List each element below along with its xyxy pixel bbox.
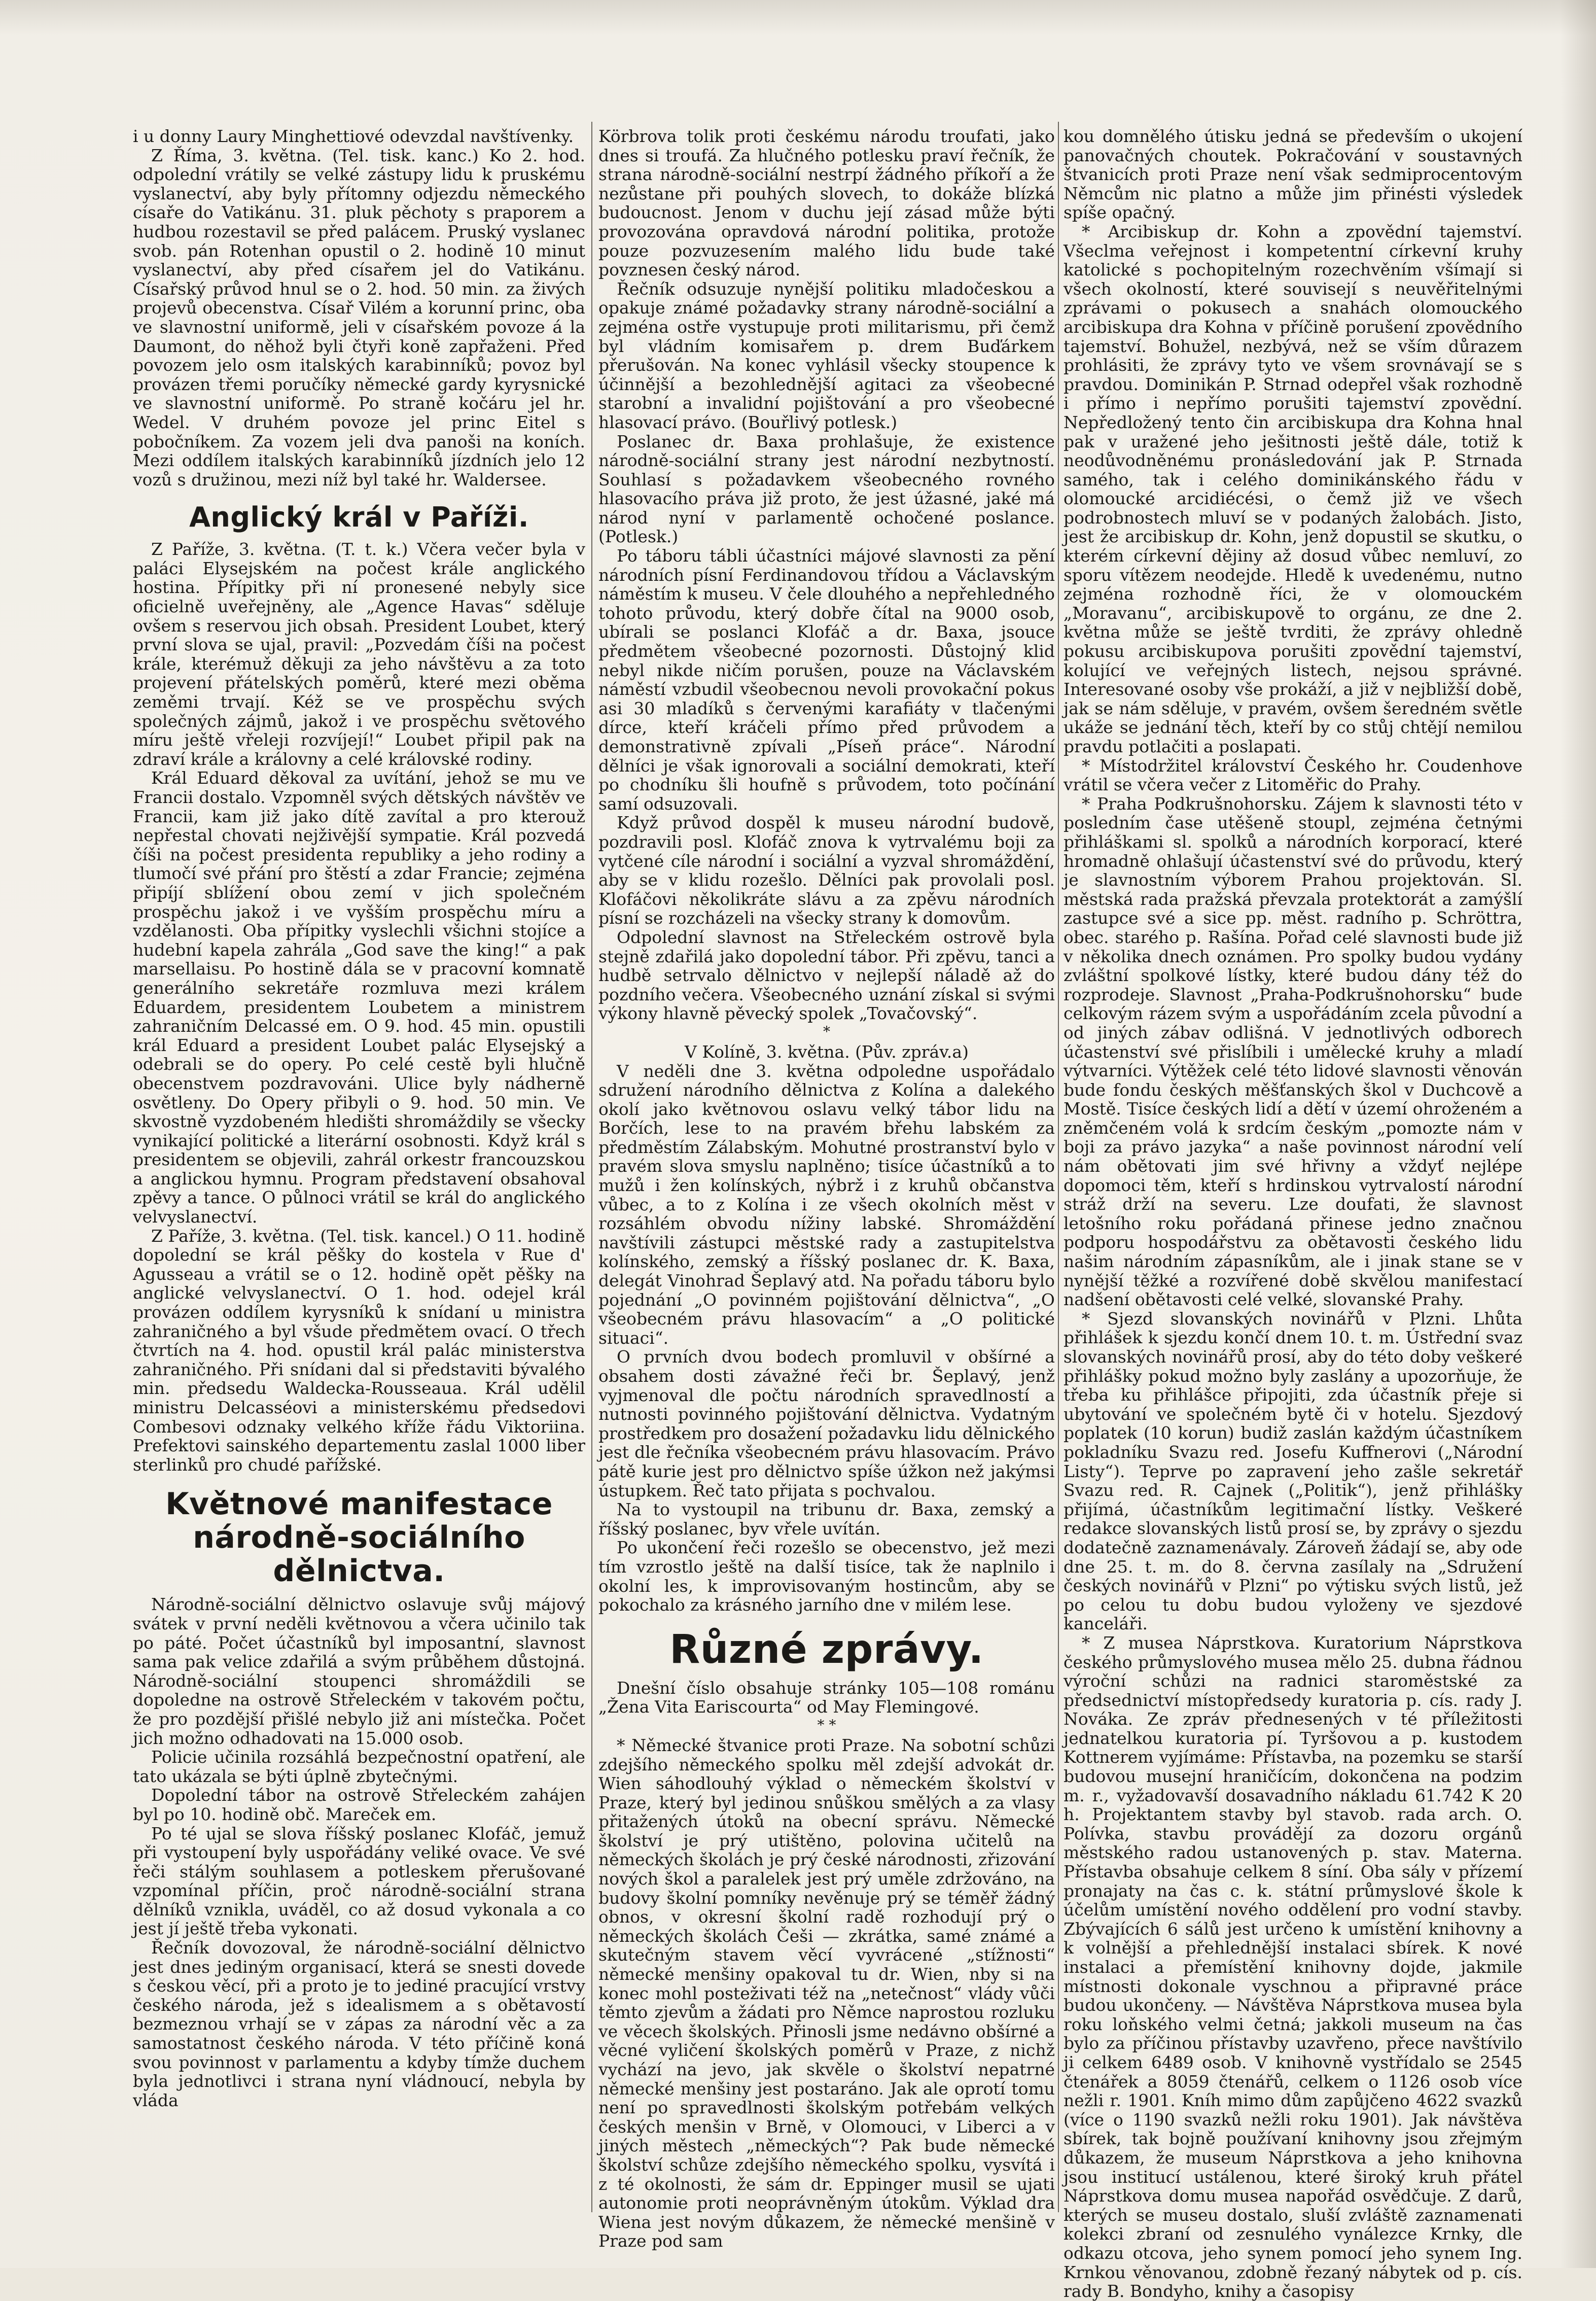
article-paragraph: i u donny Laury Minghettiové odevzdal navštívenky. — [133, 126, 574, 146]
article-paragraph: Z Paříže, 3. května. (Tel. tisk. kancel.) O 11. hodině dopolední se král pěšky do kostela v Rue d' Agusseau a vrátil se o 12. hodině opět pěšky na anglické velvyslanectví. O 1. hod. odejel král provázen oddílem kyrysníků k snídaní u ministra zahraničného a byl všude předmětem ovací. O třech čtvrtích na 4. hod. opustil král palác ministerstva zahraničného. Při snídani dal si představiti bývalého min. předsedu Waldecka-Rousseaua. Král udělil ministru Delcasséovi a ministerskému předsedovi Combesovi odznaky velkého kříže řádu Viktoriina. Prefektovi sainského departementu zaslal 1000 liber sterlinků pro chudé pařížské. — [133, 1226, 585, 1475]
article-paragraph: * Z musea Náprstkova. Kuratorium Náprstkova českého průmyslového musea mělo 25. dubna řádnou výroční schůzi na radnici staroměstské za předsednictví místopředsedy kuratoria p. cís. rady J. Nováka. Ze zpráv přednesených v té příležitosti jednatelkou kuratoria pí. Tyršovou a p. kustodem Kottnerem vyjímáme: Přístavba, na pozemku se starší budovou musejní hraničícím, dokončena na podzim m. r., vyžadovavší dosavadního nákladu 61.742 K 20 h. Projektantem stavby byl stavob. rada arch. O. Polívka, stavbu provádějí za dozoru orgánů městského radou ustanovených p. stav. Materna. Přístavba obsahuje celkem 8 síní. Oba sály v přízemí pronajaty na čas c. k. státní průmyslové škole k účelům umístění nového oddělení pro vodní stavby. Zbývajících 6 sálů jest určeno k umístění knihovny a k volnější a přehlednější instalaci sbírek. K nové instalaci a přemístění knihovny dojde, jakmile místnosti dokonale vyschnou a připravné práce budou ukončeny. — Návštěva Náprstkova musea byla roku loňského velmi četná; jakkoli museum na čas bylo za příčinou přístavby uzavřeno, přece navštívilo ji celkem 6489 osob. V knihovně vystřídalo se 2545 čtenářek a 8059 čtenářů, celkem o 1126 osob více nežli r. 1901. Kníh mimo dům zapůjčeno 4622 svazků (více o 1190 svazků nežli roku 1901). Jak návštěva sbírek, tak bojně používaní knihovny jsou zřejmým důkazem, že museum Náprstkova a jeho knihovna jsou institucí ustálenou, které široký kruh přátel Náprstkova domu musea napořád osvědčuje. Z darů, kterých se museu dostalo, sluší zvláště zaznamenati kolekci zbraní od zesnulého vynálezce Krnky, dle odkazu otcova, jeho synem pomocí jeho synem Ing. Krnkou věnovanou, zdobně řezaný nábytek od p. cís. rady B. Bondyho, knihy a časopisy — [1063, 1632, 1522, 2301]
article-paragraph: Na to vystoupil na tribunu dr. Baxa, zemský a říšský poslanec, byv vřele uvítán. — [598, 1500, 1055, 1539]
article-paragraph: Národně-sociální dělnictvo oslavuje svůj májový svátek v první neděli květnovou a včera učinilo tak po páté. Počet účastníků byl imposantní, slavnost sama pak velice zdařilá a svým průběhem důstojná. Národně-sociální stoupenci shromáždili se dopoledne na ostrově Střeleckém v takovém počtu, že pro pozdější přišlé nebylo již ani místečka. Počet jich možno odhadovati na 15.000 osob. — [133, 1594, 585, 1748]
article-paragraph: Po ukončení řeči rozešlo se obecenstvo, jež mezi tím vzrostlo ještě na další tisíce, tak že naplnilo i okolní les, k improvisovaným hostincům, aby se pokochalo za krásného jarního dne v milém lese. — [598, 1538, 1055, 1615]
section-separator: * — [823, 1023, 830, 1040]
article-paragraph: Dopolední tábor na ostrově Střeleckém zahájen byl po 10. hodině obč. Mareček em. — [133, 1785, 585, 1824]
article-paragraph: Odpolední slavnost na Střeleckém ostrově byla stejně zdařilá jako dopolední tábor. Při zpěvu, tanci a hudbě setrvalo dělnictvo v nejlepší náladě až do pozdního večera. Všeobecného uznání získal si svými výkony hlavně pěvecký spolek „Tovačovský“. — [598, 927, 1055, 1024]
article-paragraph: V neděli dne 3. května odpoledne uspořádalo sdružení národního dělnictva z Kolína a dalekého okolí jako květnovou oslavu velký tábor lidu na Borčích, lese to na pravém břehu labském za předměstím Zálabským. Mohutné prostranství bylo v pravém slova smyslu naplněno; tisíce účastníků a to mužů i žen kolínských, nýbrž i z kruhů občanstva vůbec, a to z Kolína i ze všech okolních měst v rozsáhlém obvodu nížiny labské. Shromáždění navštívili zástupci městské rady a zastupitelstva kolínského, zemský a říšský poslanec dr. K. Baxa, delegát Vinohrad Šeplavý atd. Na pořadu táboru bylo pojednání „O povinném pojištování dělnictva“, „O všeobecném právu hlasovacím“ a „O politické situaci“. — [598, 1061, 1055, 1348]
column-divider — [1058, 122, 1059, 2212]
article-paragraph: Řečník odsuzuje nynější politiku mladočeskou a opakuje známé požadavky strany národně-sociální a zejména ostře vystupuje proti militarismu, při čemž byl vládním komisařem p. drem Buďárkem přerušován. Na konec vyhlásil všecky stoupence k účinnější a bezohlednější agitaci za všeobecné starobní a invalidní pojištování a pro všeobecné hlasovací právo. (Bouřlivý potlesk.) — [598, 278, 1055, 432]
column-middle — [598, 126, 1055, 2251]
article-paragraph: Po táboru tábli účastníci májové slavnosti za pění národních písní Ferdinandovou třídou a Václavským náměstím k museu. V čele dlouhého a nepřehledného tohoto průvodu, který dobře čítal na 9000 osob, ubírali se poslanci Klofáč a dr. Baxa, jsouce předmětem všeobecné pozornosti. Důstojný klid nebyl nikde ničím porušen, pouze na Václavském náměstí vzbudil všeobecnou nevoli provokační pokus asi 30 mladíků s červenými karafiáty v tlačenými dírce, kteří kráčeli přímo před průvodem a demonstrativně zpívali „Píseň práce“. Národní dělníci je však ignorovali a sociální demokrati, kteří po chodníku šli houfně s průvodem, toto počínání samí odsuzovali. — [598, 546, 1055, 814]
article-paragraph: * Německé štvanice proti Praze. Na sobotní schůzi zdejšího německého spolku měl zdejší advokát dr. Wien sáhodlouhý výklad o německém školství v Praze, který byl jedinou snůškou smělých a za vlasy přitažených útoků na obecní správu. Německé školství je prý utištěno, polovina učitelů na německých školách je prý české národnosti, zřizování nových škol a paralelek jest prý uměle zdržováno, na budovy školní pomníky nevěnuje prý se téměř žádný obnos, v okresní školní radě rozhodují prý o německých školách Češi — zkrátka, samé známé a skutečným stavem věcí vyvrácené „stížnosti“ německé menšiny opakoval tu dr. Wien, nby si na konec mohl posteživati též na „netečnost“ vlády vůči těmto zjevům a žádati pro Němce naprostou rozluku ve věcech školských. Přinosli jsme nedávno obšírné a věcné vyličení školských poměrů v Praze, z nichž vychází na jevo, jak skvěle o školství nepatrné německé menšiny jest postaráno. Jak ale oprotí tomu není po spravedlnosti školským potřebám velkých českých menšin v Brně, v Olomouci, v Liberci a v jiných městech „německých“? Pak bude německé školství schůze zdejšího německého spolku, vysvítá i z té okolnosti, že sám dr. Eppinger musil se ujati autonomie proti neoprávněným útokům. Výklad dra Wiena jest novým důkazem, že německé menšině v Praze pod sam — [598, 1735, 1055, 2251]
column-right — [1063, 126, 1522, 2301]
article-paragraph: Řečník dovozoval, že národně-sociální dělnictvo jest dnes jediným organisací, která se snesti dovede s českou věcí, při a proto je to jediné pracující vrstvy českého národa, jež s idealismem a s obětavostí bezmeznou vrhají se v zápas za národní věc a za samostatnost českého národa. V této příčině koná svou povinnost v parlamentu a kdyby tímže duchem byla jednotlivci i strana nyní vládnoucí, nebyla by vláda — [133, 1938, 585, 2110]
column-divider — [591, 122, 592, 2212]
dateline: V Kolíně, 3. května. (Pův. zpráv.a) — [685, 1041, 969, 1062]
article-paragraph: * Místodržitel království Českého hr. Coudenhove vrátil se včera večer z Litoměřic do Prahy. — [1063, 755, 1522, 795]
article-paragraph: Dnešní číslo obsahuje stránky 105—108 románu „Žena Vita Eariscourta“ od May Flemingové. — [598, 1678, 1055, 1717]
article-paragraph: Z Říma, 3. května. (Tel. tisk. kanc.) Ko 2. hod. odpolední vrátily se velké zástupy lidu k pruskému vyslanectví, aby byly přítomny odjezdu německého císaře do Vatikánu. 31. pluk pěchoty s praporem a hudbou rozestavil se před palácem. Pruský vyslanec svob. pán Rotenhan opustil o 2. hodině 10 minut vyslanectví, aby před císařem jel do Vatikánu. Císařský průvod hnul se o 2. hod. 50 min. za živých projevů obecenstva. Císař Vilém a korunní princ, oba ve slavnostní uniformě, jeli v císařském povoze á la Daumont, do něhož byli čtyři koně zapřaženi. Před povozem jelo osm italských karabinníků; povoz byl provázen třemi poručíky německé gardy kyrysnické ve slavnostní uniformě. Po straně kočáru jel hr. Wedel. V druhém povoze jel princ Eitel s pobočníkem. Za vozem jeli dva panoši na koních. Mezi oddílem italských karabinníků jízdních jelo 12 vozů s družinou, mezi níž byl také hr. Waldersee. — [133, 145, 585, 490]
article-paragraph: Z Paříže, 3. května. (T. t. k.) Včera večer byla v paláci Elysejském na počest krále anglického hostina. Přípitky při ní pronesené nebyly sice oficielně uveřejněny, ale „Agence Havas“ sděluje ovšem s reservou jich obsah. President Loubet, který první slova se ujal, pravil: „Pozvedám číši na počest krále, kterémuž děkuji za jeho návštěvu a za toto projevení přátelských poměrů, které mezi oběma zeměmi trvají. Kéž se ve prospěchu svých společných zájmů, jakož i ve prospěchu světového míru ještě vřeleji rozvíjejí!“ Loubet připil pak na zdraví krále a královny a celé královské rodiny. — [133, 539, 585, 769]
article-paragraph: Policie učinila rozsáhlá bezpečnostní opatření, ale tato ukázala se býti úplně zbytečnými. — [133, 1747, 585, 1786]
article-paragraph: Po té ujal se slova říšský poslanec Klofáč, jemuž při vystoupení byly uspořádány veliké ovace. Ve své řeči stálým souhlasem a potleskem přerušované vzpomínal příčin, proč národně-sociální strana dělníků vznikla, uváděl, co až dosud vykonala a co jest jí ještě třeba vykonati. — [133, 1823, 585, 1939]
headline-ruzne-zpravy: Různé zprávy. — [669, 1626, 984, 1672]
section-separator: * * — [817, 1716, 836, 1733]
article-paragraph: * Sjezd slovanských novinářů v Plzni. Lhůta přihlášek k sjezdu končí dnem 10. t. m. Ústřední svaz slovanských novinářů prosí, aby do této doby veškeré přihlášky pokud možno byly zaslány a upozorňuje, že třeba ku přihlášce připojiti, zda účastník přeje si ubytování ve společném bytě či v hotelu. Sjezdový poplatek (10 korun) budiž zaslán každým účastníkem pokladníku Svazu red. Josefu Kuffnerovi („Národní Listy“). Teprve po zapravení jeho zašle sekretář Svazu red. R. Cajnek („Politik“), jenž přihlášky přijímá, účastníkům legitimační lístky. Veškeré redakce slovanských listů prosí se, by zprávy o sjezdu dodatečně zaznamenávaly. Zároveň žádají se, aby ode dne 25. t. m. do 8. června zasílaly na „Sdružení českých novinářů v Plzni“ po výtisku svých listů, jež po celou tu dobu budou vyloženy ve sjezdové kanceláři. — [1063, 1308, 1522, 1634]
article-paragraph: Körbrova tolik proti českému národu troufati, jako dnes si troufá. Za hlučného potlesku praví řečník, že strana národně-sociální nestrpí žádného příkoří a že nezůstane při pouhých slovech, to dokáže blízká budoucnost. Jenom v duchu její zásad může býti provozována opravdová národní politika, protože pouze pozvuzesením malého lidu bude také povznesen český národ. — [598, 126, 1055, 280]
article-paragraph: Král Eduard děkoval za uvítání, jehož se mu ve Francii dostalo. Vzpomněl svých dětských návštěv ve Francii, kam již jako dítě zavítal a pro kterouž nepřestal chovati nejživější sympatie. Král pozvedá číši na počest presidenta republiky a jeho rodiny a tlumočí své přání pro štěstí a zdar Francie; zejména připíjí sblížení obou zemí v jich společném prospěchu jakož i ve vyšším prospěchu míru a vzdělanosti. Oba přípitky vyslechli všichni stojíce a hudební kapela zahrála „God save the king!“ a pak marsellaisu. Po hostině dála se v pracovní komnatě generálního sekretáře rozmluva mezi králem Eduardem, presidentem Loubetem a ministrem zahraničním Delcassé em. O 9. hod. 45 min. opustili král Eduard a president Loubet palác Elysejský a odebrali se do opery. Po celé cestě byli hlučně obecenstvem pozdravováni. Ulice byly nádherně osvětleny. Do Opery přibyli o 9. hod. 50 min. Ve skvostně vyzdobeném hledišti shromáždily se všecky vynikající politické a literární osobnosti. Když král s presidentem se objevili, zahrál orkestr francouzskou a anglickou hymnu. Program představení obsahoval zpěvy a tance. O půlnoci vrátil se král do anglického velvyslanectví. — [133, 768, 585, 1227]
article-paragraph: Když průvod dospěl k museu národní budově, pozdravili posl. Klofáč znova k vytrvalému boji za vytčené cíle národní i sociální a vyzval shromáždění, aby se v klidu rozešlo. Dělníci pak provolali posl. Klofáčovi několikráte slávu a za zpěvu národních písní se rozcházeli na všecky strany k domovům. — [598, 813, 1055, 928]
article-paragraph: * Praha Podkrušnohorsku. Zájem k slavnosti této v posledním čase utěšeně stoupl, zejména četnými přihláškami sl. spolků a národních korporací, které hromadně ohlašují účastenství své do průvodu, který je slavnostním výborem Prahou projektován. Sl. městská rada pražská převzala protektorát a zamýšlí zastupce své a sice pp. měst. radního p. Schröttra, obec. starého p. Rašína. Pořad celé slavnosti bude již v několika dnech oznámen. Pro spolky budou vydány zvláštní spolkové lístky, které budou dány též do rozprodeje. Slavnost „Praha-Podkrušnohorsku“ bude celkovým rázem svým a uspořádáním zcela původní a od jiných zábav odlišná. V jednotlivých odborech účastenství své přislíbili i umělecké kruhy a mladí výtvarníci. Výtěžek celé této lidové slavnosti věnován bude fondu českých měšťanských škol v Duchcově a Mostě. Tisíce českých lidí a dětí v území ohroženém a zněmčeném volá k srdcím českým „pomozte nám v boji za právo jazyka“ a naše povinnost národní velí nám obětovati jim své hřivny a vždyť nejlépe dopomoci těm, kteří s hrdinskou vytrvalostí národní stráž drží na severu. Lze doufati, že slavnost letošního roku pořádaná přinese jedno značnou podporu hospodářstvu za obětavosti českého lidu našim národním zápasníkům, ale i jinak stane se v nynější těžké a rozvířené době skvělou manifestací nadšení obětavosti celé velké, slovanské Prahy. — [1063, 793, 1522, 1310]
article-paragraph: * Arcibiskup dr. Kohn a zpovědní tajemství. Všeclma veřejnost i kompetentní církevní kruhy katolické s pochopitelným rozechvěním všímají si všech okolností, které souvisejí s neuvěřitelnými zprávami o pokusech a snahách olomouckého arcibiskupa dra Kohna v příčině porušení zpovědního tajemství. Bohužel, nezbývá, než se vším důrazem prohlásiti, že zprávy tyto ve všem srovnávají se s pravdou. Dominikán P. Strnad odepřel však rozhodně i přímo i nepřímo porušiti tajemství zpovědní. Nepředložený tento čin arcibiskupa dra Kohna hnal pak v uražené jeho ješitnosti ještě dále, totiž k neodůvodněnému pronásledování jak P. Strnada samého, tak i celého dominikánského řádu v olomoucké arcidiécési, o čemž již ve všech podrobnostech mluví se v podaných žalobách. Jisto, jest že arcibiskup dr. Kohn, jenž dopustil se skutku, o kterém církevní dějiny až dosud vůbec nemluví, zo sporu vítězem neodejde. Hledě k uvedenému, nutno zejména rozhodně říci, že v olomouckém „Moravanu“, arcibiskupově to orgánu, ze dne 2. května může se ještě tvrditi, že zprávy ohledně pokusu arcibiskupova porušiti zpovědní tajemství, kolující ve veřejných listech, nejsou správné. Interesované osoby vše prokáží, a již v nejbližší době, jak se nám sděluje, v pravém, ovšem šeredném světle ukáže se jednání těch, kteří by co stůj chtějí nemilou pravdu potlačiti a poslapati. — [1063, 221, 1522, 756]
headline-anglicky-kral: Anglický král v Paříži. — [189, 501, 529, 534]
article-paragraph: O prvních dvou bodech promluvil v obšírné a obsahem dosti závažné řeči br. Šeplavý, jenž vyjmenoval dle počtu národních spravedlností a nutnosti povinného pojištování dělnictva. Vydatným prostředkem pro dosažení požadavku lidu dělnického jest dle řečníka všeobecném právu hlasovacím. Právo pátě kurie jest pro dělnictvo spíše úžkon než jakýmsi ústupkem. Řeč tato přijata s pochvalou. — [598, 1347, 1055, 1501]
article-paragraph: kou domnělého útisku jedná se především o ukojení panovačných choutek. Pokračování v soustavných štvanicích proti Praze není však sedmiprocentovým Němcům nic platno a může jim přinésti výsledek spíše opačný. — [1063, 126, 1522, 223]
column-left — [133, 127, 585, 2222]
article-paragraph: Poslanec dr. Baxa prohlašuje, že existence národně-sociální strany jest národní nezbytností. Souhlasí s požadavkem všeobecného rovného hlasovacího práva již proto, že jest úžasné, jaké má národ nyní v parlamentě ochočené poslance. (Potlesk.) — [598, 431, 1055, 547]
page-edge-shadow — [1560, 0, 1596, 2268]
headline-kvetnove-manifestace: Květnové manifestace národně-sociálního dělnictva. — [165, 1486, 553, 1589]
